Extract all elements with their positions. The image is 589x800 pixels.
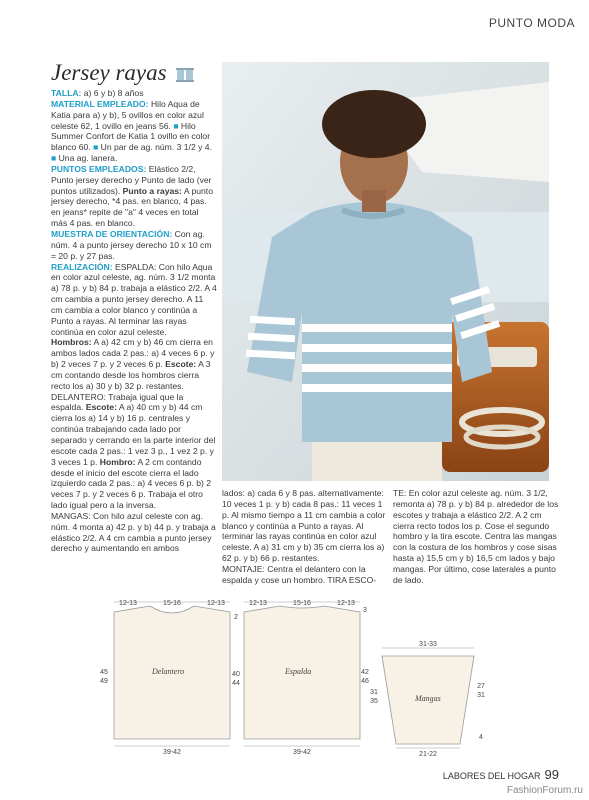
mangas-mid-b: 35: [370, 698, 378, 705]
espalda-right-b: 46: [361, 678, 369, 685]
hombro-label: Hombro:: [99, 456, 136, 467]
right-para: [393, 488, 559, 586]
muestra-value: Con ag. núm. 4 a punto jersey derecho 10 x 10 cm = 20 p. y 27 pas.: [51, 228, 212, 261]
publication-name: LABORES DEL HOGAR: [442, 771, 541, 781]
delantero-bottom: 39-42: [163, 749, 181, 756]
schematic-espalda: [244, 600, 369, 756]
hombros-value: A a) 42 cm y b) 46 cm cierra en ambos lados cada 2 pas.: a) 4 veces 6 p. y b) 2 veces 7 p. y 2 veces 6 p.: [51, 337, 215, 370]
escote2-value: A a) 40 cm y b) 44 cm cierra los a) 14 y b) 16 p. centrales y continúa trabajando cada lado por separado y cerrando en la parte interior del escote cada 2 pas.: 1 vez 3 p., 1 vez 2 p. y 3 veces 1 p.: [51, 402, 216, 467]
page-number: 99: [544, 767, 559, 782]
material-text-4: Una ag. lanera.: [56, 153, 118, 164]
puntos-value: Elástico 2/2, Punto jersey derecho y Punto de lado (ver puntos utilizados).: [51, 163, 212, 196]
delantero-top-mid: 15-16: [163, 600, 181, 607]
realizacion-value: ESPALDA: Con hilo Aqua en color azul celeste, ag. núm. 3 1/2 monta a) 78 p. y b) 84 p. trabaja a elástico 2/2. A 4 cm cambia a punto jersey derecho. A 11 cm cambia a color blanco y continúa a Punto a rayas. Al terminar las rayas continúa en color azul celeste.: [51, 261, 217, 337]
yarn-spool-icon: [176, 68, 194, 82]
mangas-top: 31-33: [419, 641, 437, 648]
rayas-value: A punto jersey derecho, *4 pas. en blanco, 4 pas. en jeans* repite de "a" 4 veces en total más 4 pas. en blanco.: [51, 185, 213, 229]
page-title: [51, 60, 194, 86]
mangas-bottom: 21-22: [419, 751, 437, 758]
escote-label: Escote:: [165, 359, 197, 370]
delantero-small: 2: [234, 614, 238, 621]
mangas-value: MANGAS: Con hilo azul celeste con ag. núm. 4 monta a) 42 p. y b) 44 p. y trabaja a elástico 2/2. A 4 cm cambia a punto jersey derecho y aumentando en ambos: [51, 510, 216, 554]
talla-value: a) 6 y b) 8 años: [81, 88, 144, 98]
bullet-icon: ■: [93, 142, 99, 153]
espalda-right-a: 42: [361, 669, 369, 676]
pattern-schematics: [92, 594, 512, 759]
mangas-small: 4: [479, 734, 483, 741]
right-value: TE: En color azul celeste ag. núm. 3 1/2, remonta a) 78 p. y b) 84 p. alrededor de los escotes y trabaja a elástico 2/2. A 2 cm cierra recto todos los p. Cose el segundo hombro y la tira escote. Centra las mangas con la costura de los hombros y cose sisas hasta a) 15,5 cm y b) 16,5 cm lados y bajo mangas. Por último, cose laterales a punto de lado.: [393, 488, 559, 585]
espalda-top-mid: 15-16: [293, 600, 311, 607]
mangas-para: [51, 511, 217, 554]
delantero-value: DELANTERO: Trabaja igual que la espalda.: [51, 391, 184, 413]
bullet-icon: ■: [51, 153, 57, 164]
realizacion-para: [51, 262, 217, 338]
title-text: Jersey rayas: [51, 60, 167, 85]
schematic-delantero: [100, 600, 240, 756]
model-photo: [222, 62, 549, 481]
espalda-bottom: 39-42: [293, 749, 311, 756]
sweater-photo-illustration: [222, 62, 549, 481]
espalda-label: Espalda: [285, 667, 312, 676]
mangas-label: Mangas: [415, 694, 441, 703]
page-footer: [443, 767, 559, 782]
delantero-top-right: 12-13: [207, 600, 225, 607]
delantero-top-left: 12-13: [119, 600, 137, 607]
delantero-right-a: 40: [232, 671, 240, 678]
bullet-icon: ■: [173, 120, 179, 131]
espalda-top-right: 12-13: [337, 600, 355, 607]
delantero-label: Delantero: [152, 667, 185, 676]
puntos-label: PUNTOS EMPLEADOS:: [51, 163, 147, 174]
mangas-mid-a: 31: [370, 689, 378, 696]
material-para: [51, 99, 217, 164]
escote-value: A 3 cm contando desde los hombros cierra recto los a) 30 y b) 32 p. restantes.: [51, 359, 211, 391]
pattern-text-left: [51, 88, 217, 554]
espalda-small: 3: [363, 607, 367, 614]
realizacion-label: REALIZACIÓN:: [51, 261, 113, 272]
schematic-mangas: [370, 641, 485, 758]
material-text-1: Hilo Aqua de Katia para a) y b), 5 ovillos en color azul celeste 62, 1 ovillo en jeans 56.: [51, 98, 204, 131]
muestra-label: MUESTRA DE ORIENTACIÓN:: [51, 228, 173, 239]
pattern-text-right: [393, 488, 559, 586]
rayas-label: Punto a rayas:: [122, 185, 182, 196]
muestra-para: [51, 229, 217, 262]
hombro-value: A 2 cm contando desde el inicio del escote cierra el lado izquierdo cada 2 pas.: a) 4 veces 6 p. b) 2 veces 7 p. y 2 veces 6 p. Trabaja el otro lado igual pero a la inversa.: [51, 456, 212, 511]
espalda-top-left: 12-13: [249, 600, 267, 607]
mid-para: [222, 488, 388, 564]
montaje-value: MONTAJE: Centra el delantero con la espalda y cose un hombro. TIRA ESCO-: [222, 563, 377, 585]
puntos-para: [51, 164, 217, 229]
talla-para: [51, 88, 217, 99]
mid-value: lados: a) cada 6 y 8 pas. alternativamente: 10 veces 1 p. y b) cada 8 pas.: 11 veces 1 p. Al mismo tiempo a 11 cm cambia a color blanco y continúa a Punto a rayas. Al terminar las rayas continúa en color azul celeste. A a) 31 cm y b) 35 cm cierra los a) 62 p. y b) 66 p. restantes.: [222, 488, 386, 564]
material-text-2: Hilo Summer Confort de Katia 1 ovillo en color blanco 60.: [51, 120, 211, 153]
talla-label: TALLA:: [51, 88, 82, 98]
section-label: PUNTO MODA: [488, 16, 575, 30]
material-label: MATERIAL EMPLEADO:: [51, 98, 149, 109]
delantero-left-a: 45: [100, 669, 108, 676]
delantero-para: [51, 392, 217, 511]
mangas-right-b: 31: [477, 692, 485, 699]
watermark: FashionForum.ru: [506, 785, 583, 796]
delantero-right-b: 44: [232, 680, 240, 687]
montaje-para: [222, 564, 388, 586]
delantero-left-b: 49: [100, 678, 108, 685]
mangas-right-a: 27: [477, 683, 485, 690]
material-text-3: Un par de ag. núm. 3 1/2 y 4.: [98, 142, 212, 153]
escote2-label: Escote:: [85, 402, 117, 413]
hombros-label: Hombros:: [51, 337, 92, 348]
pattern-text-middle: [222, 488, 388, 586]
hombros-para: [51, 337, 217, 391]
